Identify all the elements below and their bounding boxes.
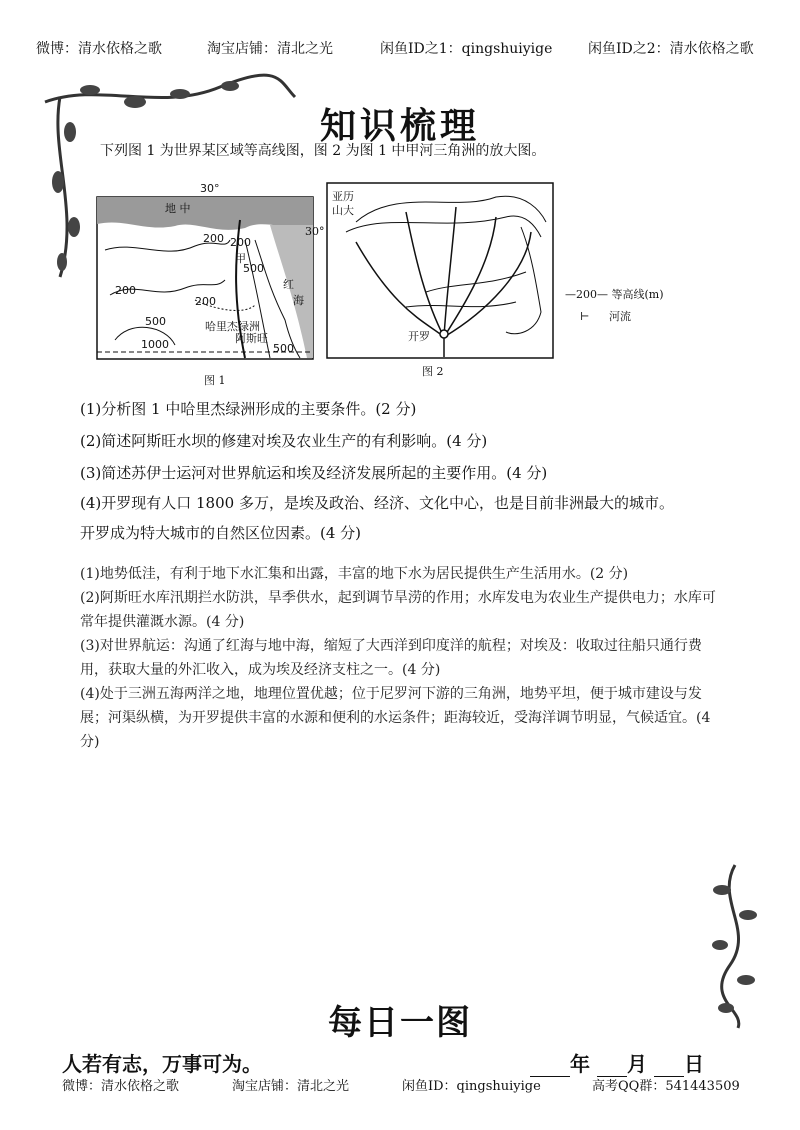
fig1-red-sea-2: 海 (293, 294, 304, 307)
header-xianyu-2: 闲鱼ID之2：清水依格之歌 (588, 41, 754, 57)
question-3: (3)简述苏伊士运河对世界航运和埃及经济发展所起的主要作用。(4 分) (80, 464, 548, 482)
fig1-contour-200d: 200 (195, 295, 216, 308)
fig1-oasis-label: 哈里杰绿洲 (205, 320, 260, 333)
fig1-lat30-right: 30° (305, 225, 325, 238)
legend-river (580, 308, 631, 324)
fig1-contour-500b: 500 (243, 262, 264, 275)
figure-2-map (326, 182, 556, 362)
daily-title: 每日一图 (328, 1003, 472, 1043)
date-blank (654, 1056, 684, 1077)
fig1-aswan-label: 阿斯旺 (235, 332, 268, 345)
fig2-alexandria-2: 山大 (332, 204, 354, 217)
date-year: 年 (570, 1052, 590, 1076)
question-2: (2)简述阿斯旺水坝的修建对埃及农业生产的有利影响。(4 分) (80, 432, 488, 450)
fig1-contour-1000: 1000 (141, 338, 169, 351)
header-weibo: 微博：清水依格之歌 (36, 41, 162, 57)
question-4-cont: 开罗成为特大城市的自然区位因素。(4 分) (80, 524, 362, 542)
fig1-contour-200c: 200 (115, 284, 136, 297)
question-1: (1)分析图 1 中哈里杰绿洲形成的主要条件。(2 分) (80, 400, 417, 418)
date-blank (530, 1056, 570, 1077)
answer-2: (2)阿斯旺水库汛期拦水防洪，旱季供水，起到调节旱涝的作用；水库发电为农业生产提供电力；水库可常年提供灌溉水源。(4 分) (80, 590, 716, 630)
answer-1: (1)地势低洼，有利于地下水汇集和出露，丰富的地下水为居民提供生产生活用水。(2 分) (80, 566, 629, 582)
fig1-lat30-top: 30° (200, 182, 220, 195)
footer-weibo: 微博：清水依格之歌 (62, 1079, 180, 1094)
fig1-river-label: 甲 (235, 252, 246, 265)
fig1-red-sea-1: 红 (283, 278, 294, 291)
answer-3: (3)对世界航运：沟通了红海与地中海，缩短了大西洋到印度洋的航程；对埃及：收取过往船只通行费用，获取大量的外汇收入，成为埃及经济支柱之一。(4 分) (80, 638, 702, 678)
legend-river-label: 河流 (608, 310, 631, 323)
date-day: 日 (683, 1052, 704, 1076)
date-month: 月 (626, 1052, 647, 1076)
legend-contour-line: — (565, 288, 576, 301)
answers-block (80, 562, 720, 754)
page-title: 知识梳理 (319, 106, 480, 147)
header-taobao: 淘宝店铺：清北之光 (207, 41, 333, 57)
footer-xianyu: 闲鱼ID：qingshuiyige (402, 1079, 541, 1094)
fig1-contour-200b: 200 (230, 236, 251, 249)
legend-contour-value: 200 (576, 288, 597, 301)
legend-contour-label: 等高线(m) (611, 288, 664, 301)
legend-contour (565, 286, 664, 302)
figure-1-caption: 图 1 (204, 374, 226, 387)
fig2-alexandria-1: 亚历 (332, 190, 354, 203)
fig1-sea-label: 地 中 (165, 202, 191, 215)
fig1-contour-500a: 500 (145, 315, 166, 328)
motto: 人若有志，万事可为。 (62, 1052, 262, 1076)
question-4: (4)开罗现有人口 1800 多万，是埃及政治、经济、文化中心，也是目前非洲最大的城市。 (80, 494, 674, 512)
river-symbol-icon: ⊢ (580, 310, 590, 323)
figure-1-map (95, 180, 317, 372)
legend-contour-line: — (597, 288, 608, 301)
footer-taobao: 淘宝店铺：清北之光 (232, 1079, 350, 1094)
fig1-contour-500c: 500 (273, 342, 294, 355)
answer-4: (4)处于三洲五海两洋之地，地理位置优越；位于尼罗河下游的三角洲，地势平坦，便于城市建设与发展；河渠纵横，为开罗提供丰富的水源和便利的水运条件；距海较近，受海洋调节明显，气候适宜。(4 分) (80, 686, 711, 750)
date-line (530, 1048, 704, 1077)
header-xianyu-1: 闲鱼ID之1：qingshuiyige (380, 41, 553, 57)
footer-qq: 高考QQ群：541443509 (592, 1079, 740, 1094)
figure-2-caption: 图 2 (422, 365, 444, 378)
date-blank (597, 1056, 627, 1077)
intro-text: 下列图 1 为世界某区域等高线图，图 2 为图 1 中甲河三角洲的放大图。 (100, 143, 546, 159)
fig2-cairo-label: 开罗 (408, 330, 430, 343)
fig1-contour-200a: 200 (203, 232, 224, 245)
